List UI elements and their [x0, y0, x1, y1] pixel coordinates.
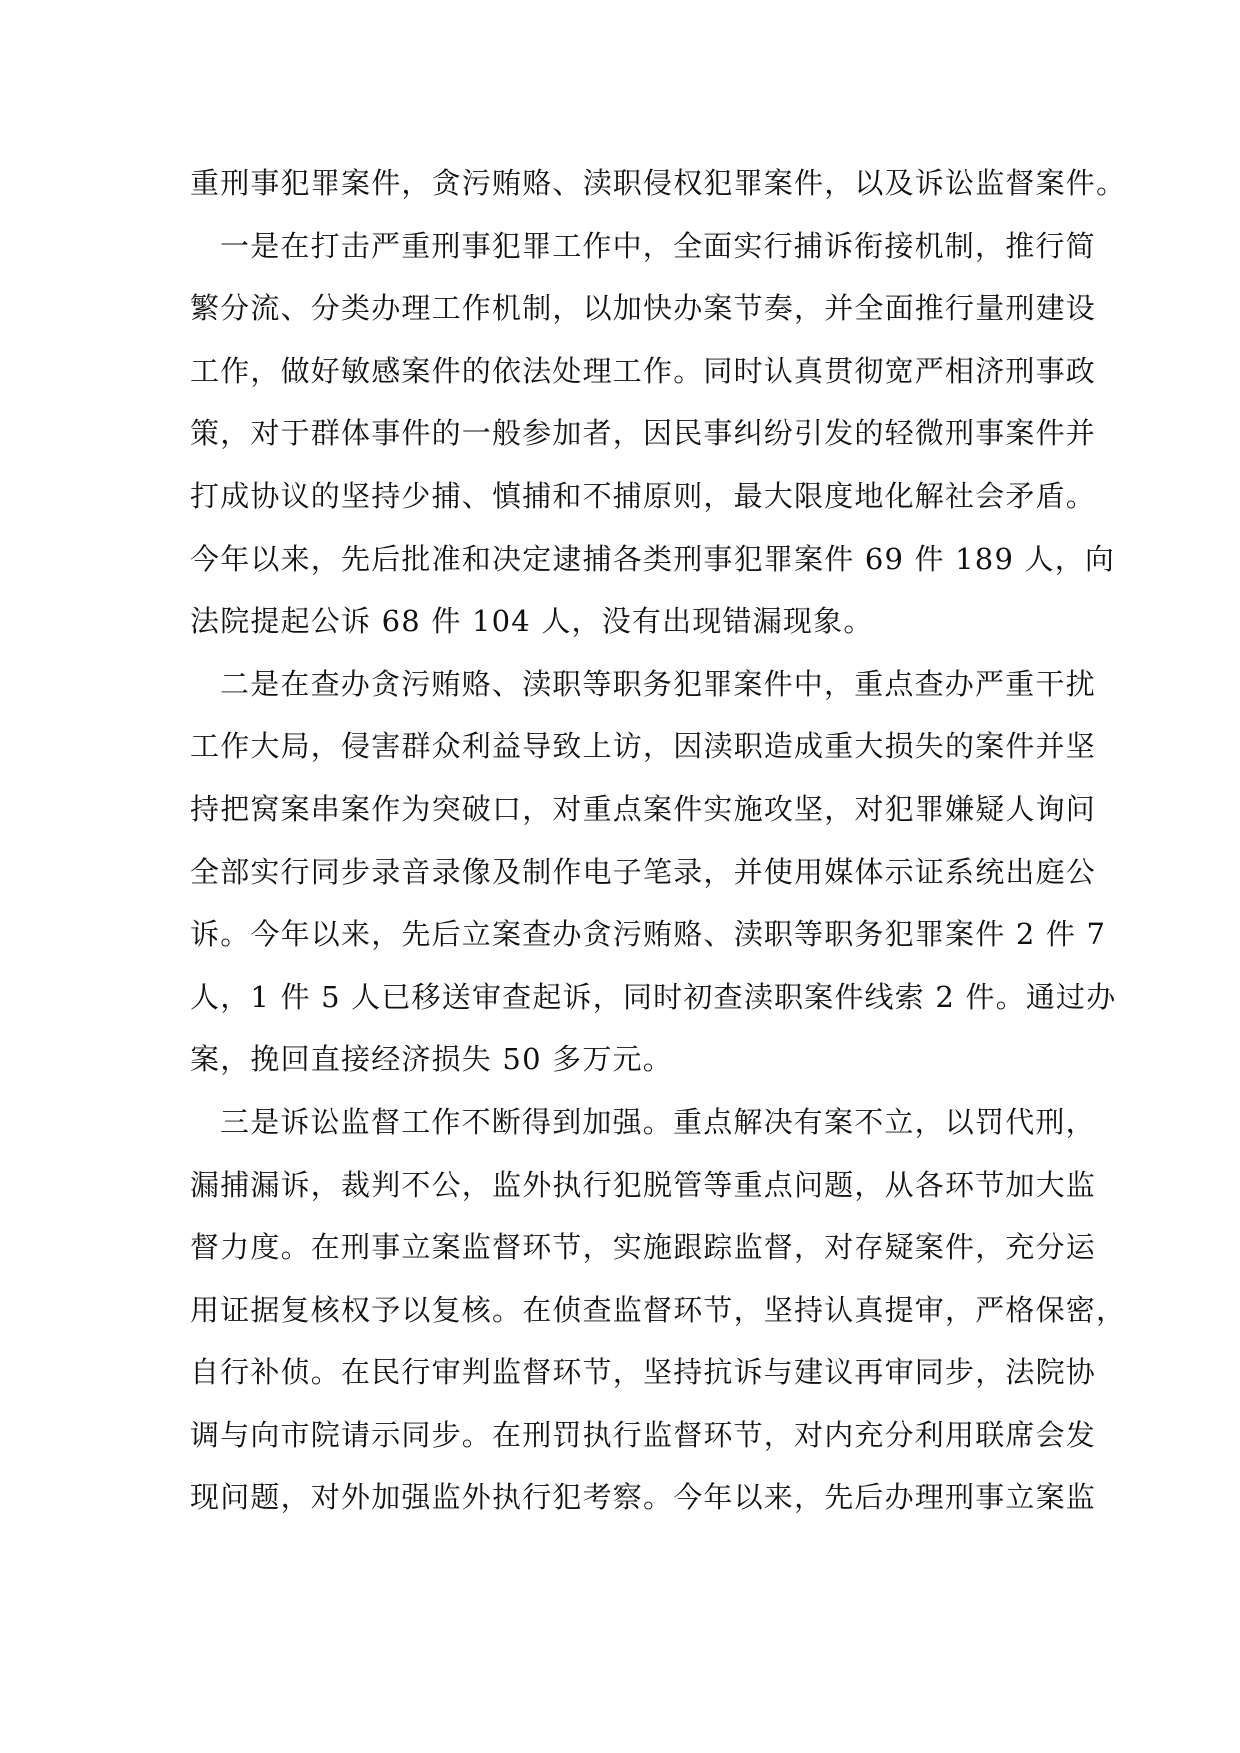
text-line: 工作，做好敏感案件的依法处理工作。同时认真贯彻宽严相济刑事政: [190, 353, 1097, 388]
text-line: 督力度。在刑事立案监督环节，实施跟踪监督，对存疑案件，充分运: [190, 1230, 1097, 1265]
text-line: 自行补侦。在民行审判监督环节，坚持抗诉与建议再审同步，法院协: [190, 1355, 1097, 1390]
text-line: 用证据复核权予以复核。在侦查监督环节，坚持认真提审，严格保密，: [190, 1292, 1127, 1327]
text-line: 一是在打击严重刑事犯罪工作中，全面实行捕诉衔接机制，推行简: [220, 228, 1096, 263]
text-line: 法院提起公诉 68 件 104 人，没有出现错漏现象。: [190, 604, 874, 639]
text-line: 案，挽回直接经济损失 50 多万元。: [190, 1042, 673, 1077]
text-line: 工作大局，侵害群众利益导致上访，因渎职造成重大损失的案件并坚: [190, 729, 1097, 764]
text-line: 诉。今年以来，先后立案查办贪污贿赂、渎职等职务犯罪案件 2 件 7: [190, 917, 1107, 952]
document-body: [190, 152, 1127, 1529]
text-line: 重刑事犯罪案件，贪污贿赂、渎职侵权犯罪案件，以及诉讼监督案件。: [190, 166, 1127, 200]
text-line: 持把窝案串案作为突破口，对重点案件实施攻坚，对犯罪嫌疑人询问: [190, 791, 1097, 826]
text-line: 全部实行同步录音录像及制作电子笔录，并使用媒体示证系统出庭公: [190, 854, 1097, 889]
text-line: 今年以来，先后批准和决定逮捕各类刑事犯罪案件 69 件 189 人，向: [190, 541, 1116, 576]
text-line: 繁分流、分类办理工作机制，以加快办案节奏，并全面推行量刑建设: [190, 291, 1097, 326]
text-line: 调与向市院请示同步。在刑罚执行监督环节，对内充分利用联席会发: [190, 1417, 1097, 1452]
text-line: 漏捕漏诉，裁判不公，监外执行犯脱管等重点问题，从各环节加大监: [190, 1167, 1097, 1202]
text-line: 现问题，对外加强监外执行犯考察。今年以来，先后办理刑事立案监: [190, 1480, 1097, 1515]
text-line: 打成协议的坚持少捕、慎捕和不捕原则，最大限度地化解社会矛盾。: [190, 478, 1097, 513]
text-line: 二是在查办贪污贿赂、渎职等职务犯罪案件中，重点查办严重干扰: [220, 666, 1096, 701]
text-line: 策，对于群体事件的一般参加者，因民事纠纷引发的轻微刑事案件并: [190, 416, 1097, 451]
text-line: 人，1 件 5 人已移送审查起诉，同时初查渎职案件线索 2 件。通过办: [190, 979, 1117, 1014]
text-line: 三是诉讼监督工作不断得到加强。重点解决有案不立，以罚代刑，: [220, 1104, 1096, 1139]
